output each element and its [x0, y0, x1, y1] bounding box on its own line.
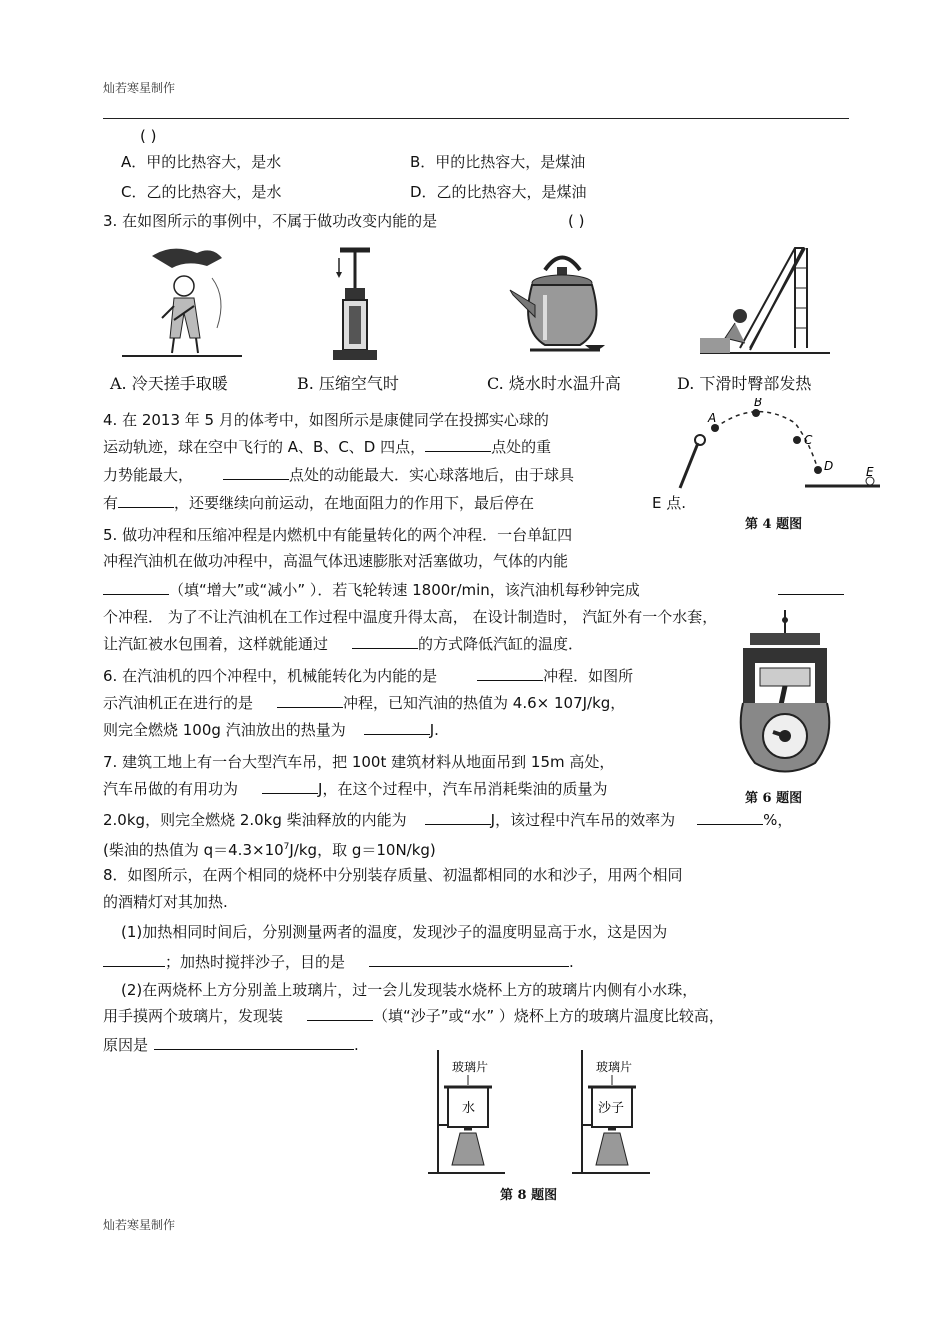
- fig8-beakers: [410, 1045, 660, 1180]
- q4-line2-text: 运动轨迹，球在空中飞行的 A、B、C、D 四点，: [103, 438, 426, 456]
- fig8-right-box-label: 沙子: [598, 1101, 625, 1116]
- q3-caption-a: A. 冷天搓手取暖: [110, 374, 228, 393]
- q8-part2-line2-end: （填“沙子”或“水” ）烧杯上方的玻璃片温度比较高，: [373, 1007, 724, 1025]
- q3-figure-a: [112, 238, 247, 368]
- q4-line4-mid: ，还要继续向前运动，在地面阻力的作用下，最后停在: [174, 494, 535, 512]
- header-rule: [103, 118, 849, 119]
- q7-blank-1[interactable]: [262, 779, 318, 794]
- q2-option-c: C．乙的比热容大，是水: [121, 183, 282, 201]
- q5-blank-3[interactable]: [352, 634, 418, 649]
- q3-paren: ( ): [568, 212, 585, 230]
- q6-line3-start: 则完全燃烧 100g 汽油放出的热量为: [103, 721, 346, 739]
- q5-line5-start: 让汽缸被水包围着，这样就能通过: [103, 635, 329, 653]
- q3-figure-d: [695, 238, 835, 368]
- q5-line4: 个冲程． 为了不让汽油机在工作过程中温度升得太高， 在设计制造时， 汽缸外有一个水套，: [103, 608, 718, 626]
- fig8-left-box-label: 水: [462, 1101, 476, 1116]
- q3-caption-d: D. 下滑时臀部发热: [677, 374, 812, 393]
- q8-blank-2[interactable]: [369, 952, 569, 967]
- q7-line2-end: J，在这个过程中，汽车吊消耗柴油的质量为: [318, 780, 608, 798]
- q6-blank-3[interactable]: [364, 720, 430, 735]
- q8-part1-line2: ；加热时搅拌沙子，目的是: [165, 953, 346, 971]
- fig8-right-glass-label: 玻璃片: [596, 1060, 633, 1074]
- q4-line3-end: 点处的动能最大．实心球落地后，由于球具: [289, 466, 575, 484]
- q4-blank-2[interactable]: [223, 465, 289, 480]
- q7-line3-end: %，: [763, 811, 793, 829]
- q2-option-a: A．甲的比热容大，是水: [121, 153, 282, 171]
- q8-part2-line2-start: 用手摸两个玻璃片，发现装: [103, 1007, 284, 1025]
- fig4-label-a: A: [708, 411, 717, 425]
- q6-blank-2[interactable]: [277, 693, 343, 708]
- q8-blank-3[interactable]: [307, 1006, 373, 1021]
- q5-line1: 5. 做功冲程和压缩冲程是内燃机中有能量转化的两个冲程．一台单缸四: [103, 526, 573, 544]
- q8-line1: 8．如图所示，在两个相同的烧杯中分别装存质量、初温都相同的水和沙子，用两个相同: [103, 866, 683, 884]
- q7-line3-mid: J，该过程中汽车吊的效率为: [490, 811, 676, 829]
- q3-figure-c: [505, 245, 620, 365]
- q4-line1: 4. 在 2013 年 5 月的体考中，如图所示是康健同学在投掷实心球的: [103, 411, 549, 429]
- q6-line1-end: 冲程．如图所: [543, 667, 634, 685]
- q8-line2: 的酒精灯对其加热.: [103, 893, 228, 911]
- q3-figure-b: [325, 238, 385, 368]
- q8-part2-line3: 原因是: [103, 1036, 149, 1054]
- fig6-caption: 第 6 题图: [745, 791, 803, 806]
- page-header: 灿若寒星制作: [103, 81, 176, 95]
- q6-blank-1[interactable]: [477, 666, 543, 681]
- fig4-label-c: C: [804, 433, 813, 447]
- fig4-label-e: E: [866, 465, 874, 479]
- fig4-trajectory: [660, 398, 890, 498]
- q7-line1: 7. 建筑工地上有一台大型汽车吊，把 100t 建筑材料从地面吊到 15m 高处，: [103, 753, 615, 771]
- q2-option-d: D．乙的比热容大，是煤油: [410, 183, 587, 201]
- q5-blank-2[interactable]: [778, 580, 844, 595]
- q4-line3-start: 力势能最大，: [103, 466, 194, 484]
- q7-blank-3[interactable]: [697, 810, 763, 825]
- q5-line2: 冲程汽油机在做功冲程中，高温气体迅速膨胀对活塞做功，气体的内能: [103, 552, 569, 570]
- fig8-left-glass-label: 玻璃片: [452, 1060, 489, 1074]
- fig6-engine: [735, 608, 835, 780]
- q8-part1-line1: (1)加热相同时间后，分别测量两者的温度，发现沙子的温度明显高于水，这是因为: [121, 923, 668, 941]
- q7-line4-start: (柴油的热值为 q＝4.3×10: [103, 841, 284, 859]
- q8-blank-4[interactable]: [154, 1035, 354, 1050]
- q7-blank-2[interactable]: [425, 810, 491, 825]
- q2-paren: ( ): [140, 127, 157, 145]
- q4-line2-end: 点处的重: [491, 438, 552, 456]
- fig8-caption: 第 8 题图: [500, 1188, 558, 1203]
- q5-line3-text: （填“增大”或“减小” ）．若飞轮转速 1800r/min，该汽油机每秒钟完成: [169, 581, 640, 599]
- page-footer: 灿若寒星制作: [103, 1218, 176, 1232]
- q6-line1-start: 6. 在汽油机的四个冲程中，机械能转化为内能的是: [103, 667, 438, 685]
- q7-line4-sup: 7: [283, 842, 290, 852]
- q4-line4-end: E 点.: [652, 494, 687, 512]
- fig4-caption: 第 4 题图: [745, 517, 803, 532]
- q6-line2-end: 冲程，已知汽油的热值为 4.6× 107J/kg，: [343, 694, 626, 712]
- q3-caption-c: C. 烧水时水温升高: [487, 374, 621, 393]
- q5-line5-end: 的方式降低汽缸的温度．: [418, 635, 584, 653]
- q7-line4-end: J/kg，取 g＝10N/kg): [289, 841, 436, 859]
- q2-option-b: B．甲的比热容大，是煤油: [410, 153, 586, 171]
- q4-blank-1[interactable]: [425, 437, 491, 452]
- q7-line3-start: 2.0kg，则完全燃烧 2.0kg 柴油释放的内能为: [103, 811, 407, 829]
- q8-blank-1[interactable]: [103, 952, 165, 967]
- q6-line2-start: 示汽油机正在进行的是: [103, 694, 254, 712]
- q5-blank-1[interactable]: [103, 580, 169, 595]
- fig4-label-b: B: [754, 398, 763, 409]
- fig4-label-d: D: [824, 459, 834, 473]
- q4-blank-3[interactable]: [118, 493, 174, 508]
- q3-caption-b: B. 压缩空气时: [297, 374, 399, 393]
- q8-part2-line1: (2)在两烧杯上方分别盖上玻璃片，过一会儿发现装水烧杯上方的玻璃片内侧有小水珠，: [121, 981, 698, 999]
- q4-line4-start: 有: [103, 494, 119, 512]
- q3-stem: 3. 在如图所示的事例中，不属于做功改变内能的是: [103, 212, 438, 230]
- q7-line2-start: 汽车吊做的有用功为: [103, 780, 239, 798]
- q6-line3-end: J.: [429, 721, 439, 739]
